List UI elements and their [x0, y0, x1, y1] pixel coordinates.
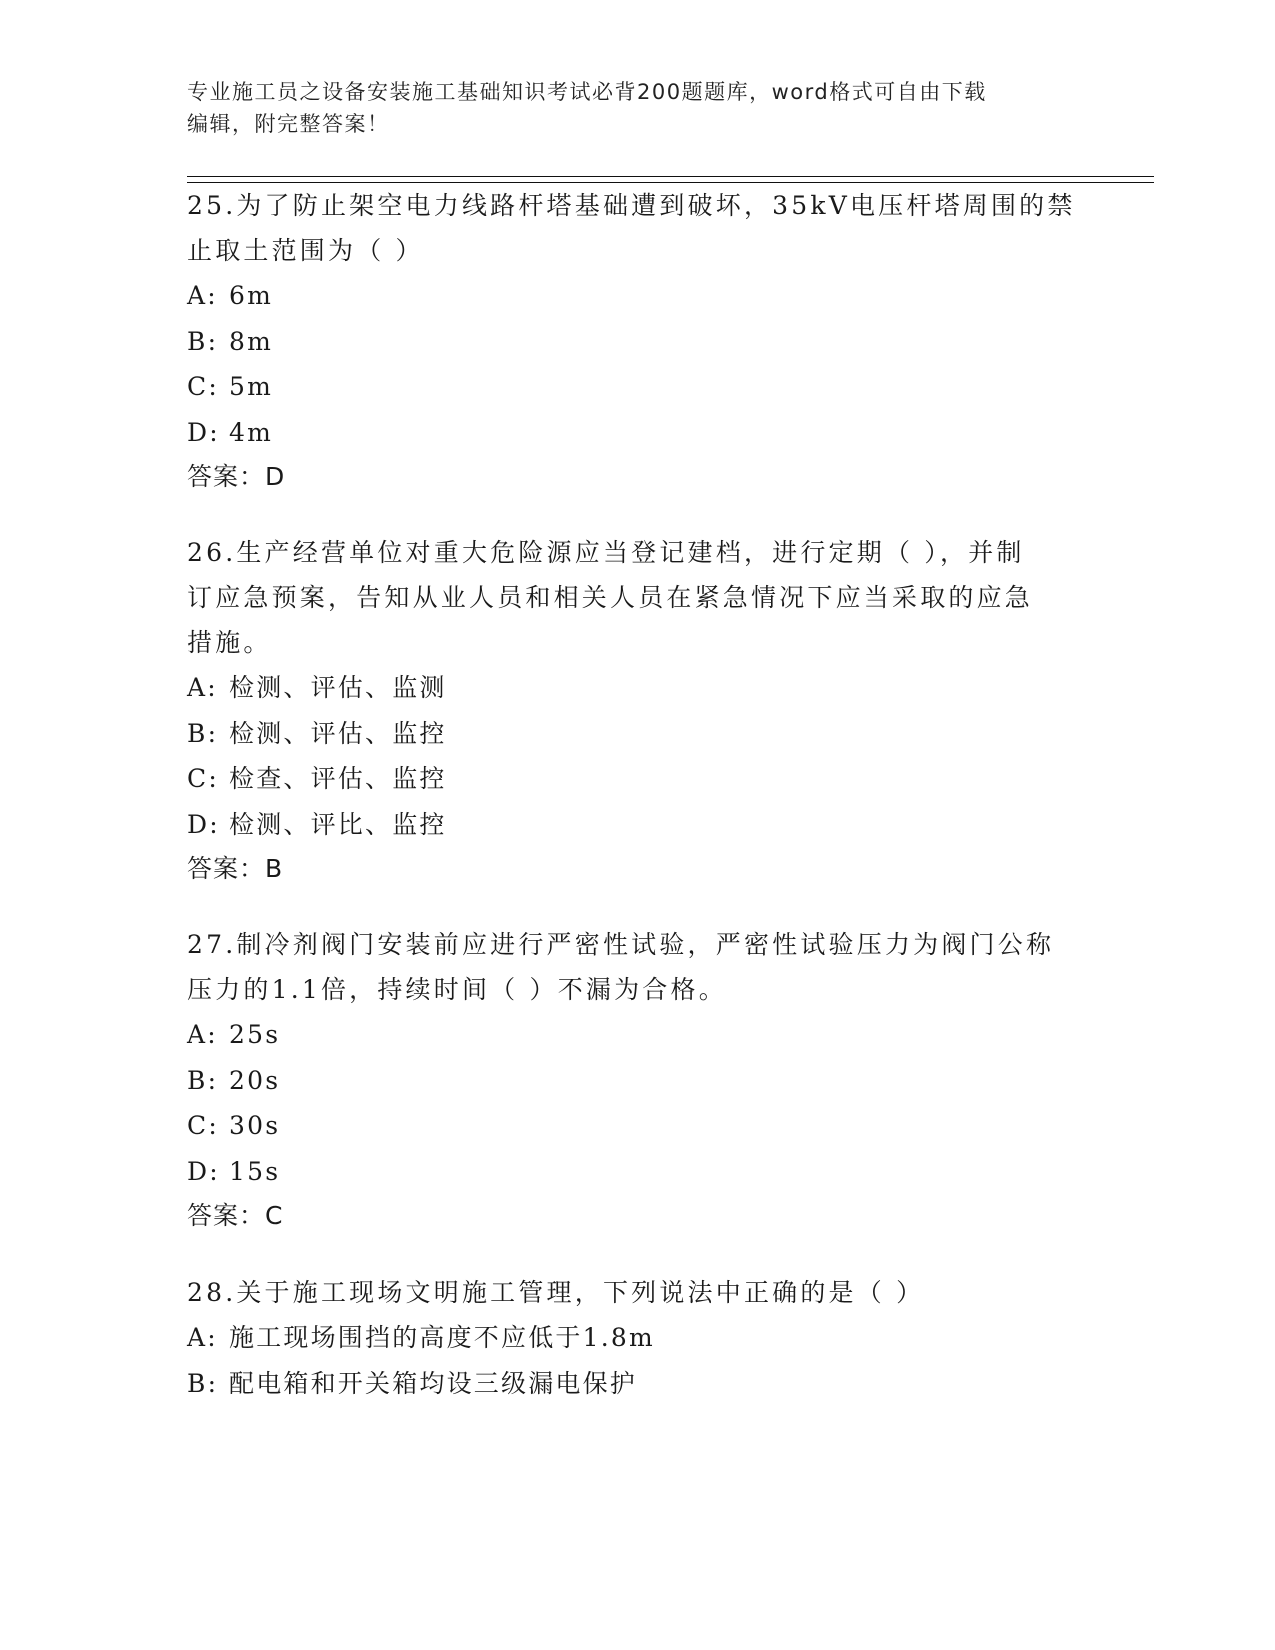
option-a: [187, 1315, 1087, 1361]
option-b: [187, 319, 1087, 365]
answer-line: 答案：D: [187, 462, 286, 491]
option-label: D:: [187, 417, 220, 447]
header-line-1: 专业施工员之设备安装施工基础知识考试必背200题题库，word格式可自由下载: [187, 80, 987, 104]
option-text: 20s: [229, 1065, 281, 1095]
option-text: 配电箱和开关箱均设三级漏电保护: [229, 1368, 638, 1398]
option-label: A:: [187, 281, 218, 310]
option-text: 4m: [229, 417, 274, 447]
option-a: [187, 665, 1087, 711]
question-stem-line: 25.为了防止架空电力线路杆塔基础遭到破坏，35kV电压杆塔周围的禁: [187, 191, 1076, 220]
option-label: B:: [187, 326, 219, 356]
question-stem-line: 订应急预案，告知从业人员和相关人员在紧急情况下应当采取的应急: [187, 583, 1034, 612]
answer-line: 答案：B: [187, 854, 284, 883]
document-header: [187, 76, 1067, 140]
question-block: [187, 922, 1087, 1238]
option-a: [187, 1012, 1087, 1058]
answer-line: 答案：C: [187, 1201, 284, 1230]
option-d: [187, 802, 1087, 848]
option-a: [187, 273, 1087, 319]
option-label: A:: [187, 1323, 218, 1352]
header-line-2: 编辑，附完整答案！: [187, 112, 390, 136]
option-text: 25s: [229, 1020, 281, 1049]
option-text: 施工现场围挡的高度不应低于1.8m: [229, 1323, 655, 1352]
option-text: 15s: [229, 1156, 281, 1186]
option-c: [187, 1103, 1087, 1149]
option-label: B:: [187, 1065, 219, 1095]
question-block: [187, 183, 1087, 499]
option-text: 30s: [229, 1111, 281, 1140]
option-label: C:: [187, 764, 219, 793]
option-b: [187, 711, 1087, 757]
option-label: C:: [187, 372, 219, 401]
option-text: 8m: [229, 326, 274, 356]
option-d: [187, 1149, 1087, 1195]
question-stem-line: 26.生产经营单位对重大危险源应当登记建档，进行定期（ ），并制: [187, 538, 1025, 567]
question-block: [187, 530, 1087, 891]
option-label: D:: [187, 1156, 220, 1186]
option-label: C:: [187, 1111, 219, 1140]
option-b: [187, 1361, 1087, 1407]
question-stem-line: 措施。: [187, 628, 272, 657]
option-b: [187, 1058, 1087, 1104]
option-label: D:: [187, 809, 220, 839]
option-text: 检测、评比、监控: [229, 809, 447, 839]
option-label: B:: [187, 718, 219, 748]
header-divider-top: [187, 176, 1154, 177]
option-label: A:: [187, 1020, 218, 1049]
option-text: 检测、评估、监控: [229, 718, 447, 748]
option-label: A:: [187, 673, 218, 702]
option-text: 检测、评估、监测: [229, 673, 447, 702]
question-block: [187, 1270, 1087, 1406]
option-text: 检查、评估、监控: [229, 764, 447, 793]
question-stem-line: 止取土范围为（ ）: [187, 236, 424, 265]
question-stem-line: 27.制冷剂阀门安装前应进行严密性试验，严密性试验压力为阀门公称: [187, 930, 1055, 959]
question-stem-line: 28.关于施工现场文明施工管理，下列说法中正确的是（ ）: [187, 1278, 925, 1307]
question-stem-line: 压力的1.1倍，持续时间（ ）不漏为合格。: [187, 975, 727, 1004]
option-c: [187, 364, 1087, 410]
option-label: B:: [187, 1368, 219, 1398]
option-text: 6m: [229, 281, 274, 310]
option-d: [187, 410, 1087, 456]
option-c: [187, 756, 1087, 802]
option-text: 5m: [229, 372, 274, 401]
